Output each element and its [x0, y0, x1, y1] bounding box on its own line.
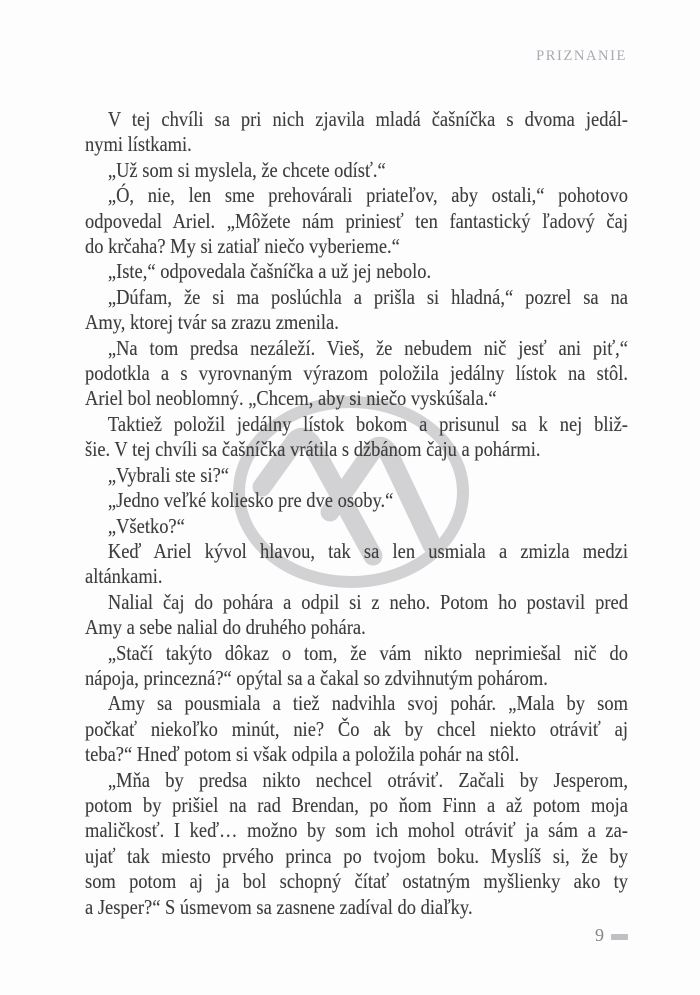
footer-bar — [611, 934, 628, 940]
page-footer — [595, 925, 628, 946]
text-line: počkať niekoľko minút, nie? Čo ak by chcel niekto otráviť aj — [85, 716, 628, 741]
text-line: Taktiež položil jedálny lístok bokom a prisunul sa k nej bliž- — [107, 411, 628, 436]
text-line: Amy sa pousmiala a tiež nadvihla svoj pohár. „Mala by som — [107, 691, 628, 716]
text-line: „Na tom predsa nezáleží. Vieš, že nebudem nič jesť ani piť,“ — [107, 335, 628, 360]
text-line: som potom aj ja bol schopný čítať ostatným myšlienky ako ty — [85, 869, 628, 894]
text-line: Amy a sebe nalial do druhého pohára. — [85, 615, 366, 640]
text-line: Amy, ktorej tvár sa zrazu zmenila. — [85, 310, 339, 335]
text-line: Ariel bol neoblomný. „Chcem, aby si niečo vyskúšala.“ — [85, 386, 497, 411]
text-line: odpovedal Ariel. „Môžete nám priniesť ten fantastický ľadový čaj — [85, 208, 628, 233]
text-line: „Mňa by predsa nikto nechcel otráviť. Začali by Jesperom, — [107, 767, 628, 792]
text-line: a Jesper?“ S úsmevom sa zasnene zadíval do diaľky. — [85, 894, 473, 919]
running-header: PRIZNANIE — [536, 48, 627, 64]
text-line: potom by prišiel na rad Brendan, po ňom Finn a až potom moja — [85, 792, 628, 817]
text-line: V tej chvíli sa pri nich zjavila mladá čašníčka s dvoma jedál- — [107, 107, 628, 131]
text-line: nymi lístkami. — [85, 132, 192, 157]
text-line: šie. V tej chvíli sa čašníčka vrátila s džbánom čaju a pohármi. — [85, 437, 541, 462]
text-line: maličkosť. I keď… možno by som ich mohol otráviť ja sám a za- — [85, 818, 628, 843]
text-line: podotkla a s vyrovnaným výrazom položila jedálny lístok na stôl. — [85, 361, 628, 386]
text-line: do krčaha? My si zatiaľ niečo vyberieme.“ — [85, 234, 400, 259]
text-line: „Dúfam, že si ma poslúchla a prišla si hladná,“ pozrel sa na — [107, 284, 628, 309]
text-line: Nalial čaj do pohára a odpil si z neho. Potom ho postavil pred — [107, 589, 628, 614]
body-text — [85, 107, 628, 920]
text-line: teba?“ Hneď potom si však odpila a položila pohár na stôl. — [85, 742, 520, 767]
page-number: 9 — [595, 925, 604, 945]
text-line: nápoja, princezná?“ opýtal sa a čakal so zdvihnutým pohárom. — [85, 665, 548, 690]
text-line: „Stačí takýto dôkaz o tom, že vám nikto neprimiešal nič do — [107, 640, 628, 665]
text-line: „Všetko?“ — [107, 513, 185, 538]
text-line: altánkami. — [85, 564, 163, 589]
text-line: „Vybrali ste si?“ — [107, 462, 229, 487]
text-line: „Už som si myslela, že chcete odísť.“ — [107, 157, 386, 182]
text-line: Keď Ariel kývol hlavou, tak sa len usmiala a zmizla medzi — [107, 538, 628, 563]
text-line: „Ó, nie, len sme prehovárali priateľov, aby ostali,“ pohotovo — [107, 183, 628, 208]
text-line: „Jedno veľké koliesko pre dve osoby.“ — [107, 488, 394, 513]
text-line: ujať tak miesto prvého princa po tvojom boku. Myslíš si, že by — [85, 843, 628, 868]
text-line: „Iste,“ odpovedala čašníčka a už jej nebolo. — [107, 259, 432, 284]
